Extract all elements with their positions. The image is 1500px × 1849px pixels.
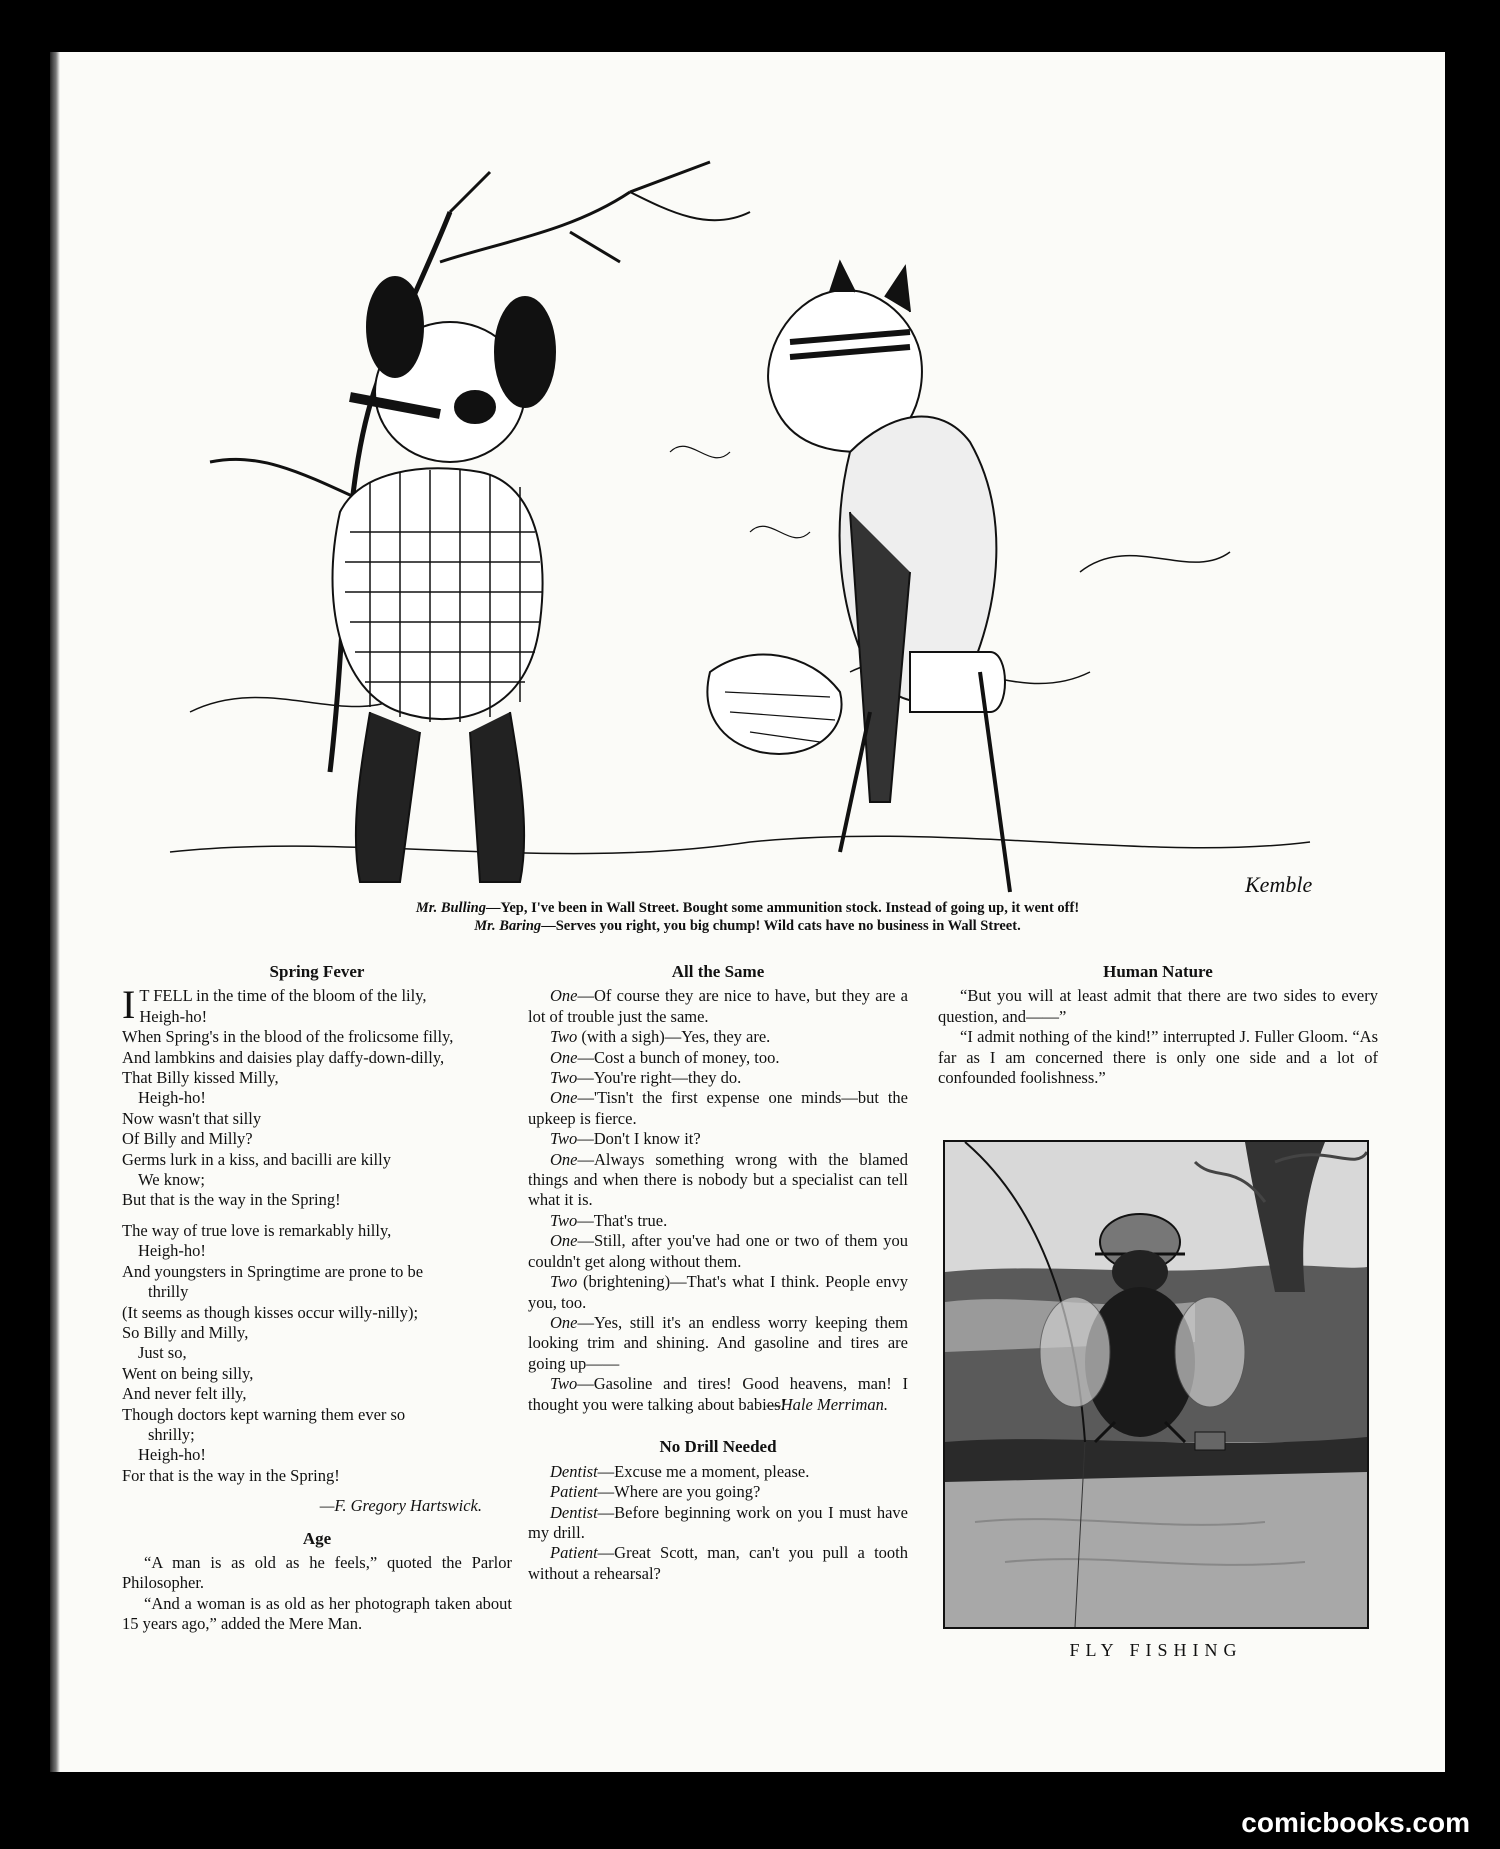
dialog-line [528,1027,908,1047]
fly-fishing-caption: FLY FISHING [1069,1640,1243,1660]
fly-fishing-illustration [943,1140,1369,1629]
no-drill-dialog [528,1462,908,1584]
stanza-1-lines [122,982,512,1210]
dialog-line [528,1313,908,1374]
poem-line: That Billy kissed Milly, [122,1068,279,1088]
speaker-name: Dentist [550,1502,598,1522]
cartoon-signature: Kemble [1245,872,1313,897]
speaker-name: Patient [550,1482,598,1502]
poem-line: And youngsters in Springtime are prone to be [122,1261,424,1281]
speaker-name: Two [550,1272,578,1292]
human-nature-paragraph: “I admit nothing of the kind!” interrupted J. Fuller Gloom. “As far as I am concerned there is only one side and a lot of confounded foolishness.” [938,1027,1378,1088]
poem-line: Just so, [138,1343,187,1363]
dialog-line [528,1068,908,1088]
caption-speaker-1: Mr. Bulling [415,900,486,916]
poem-line: So Billy and Milly, [122,1322,249,1342]
poem-stanza-2 [122,1221,512,1486]
dialog-line [528,1482,908,1502]
dialog-text: —Still, after you've had one or two of them you couldn't get along without them. [528,1231,908,1271]
dialog-text: —That's true. [577,1210,668,1230]
dialog-text: —Excuse me a moment, please. [597,1461,810,1481]
caption-line-2 [50,917,1445,935]
dialog-text: —Cost a bunch of money, too. [577,1047,780,1067]
fly-fishing-drawing [945,1142,1367,1627]
dialog-text: —You're right—they do. [577,1068,742,1088]
cartoon-illustration [150,152,1330,947]
site-watermark: comicbooks.com [1241,1807,1470,1838]
spring-fever-author: —F. Gregory Hartswick. [319,1496,482,1516]
drop-cap: I [122,982,136,1028]
all-the-same-dialog [528,986,908,1415]
dialog-text: —'Tisn't the first expense one minds—but the upkeep is fierce. [528,1088,908,1128]
dialog-line [528,1272,908,1313]
age-title: Age [302,1528,332,1548]
speaker-name: Two [550,1129,578,1149]
dialog-line [528,1088,908,1129]
poem-line: Went on being silly, [122,1363,254,1383]
age-paragraph: “And a woman is as old as her photograph taken about 15 years ago,” added the Mere Man. [122,1593,512,1634]
poem-line: When Spring's in the blood of the frolicsome filly, [122,1027,454,1047]
caption-speaker-2: Mr. Baring [474,918,542,934]
poem-line: Heigh-ho! [138,1088,206,1108]
poem-line: For that is the way in the Spring! [122,1465,340,1485]
dialog-line [528,1048,908,1068]
poem-line: Of Billy and Milly? [122,1129,253,1149]
poem-line: But that is the way in the Spring! [122,1190,341,1210]
human-nature-title: Human Nature [1103,962,1213,981]
poem-line: Germs lurk in a kiss, and bacilli are killy [122,1149,391,1169]
dialog-text: —Of course they are nice to have, but they are a lot of trouble just the same. [528,986,908,1026]
speaker-name: Two [550,1374,578,1394]
all-the-same-author: —Hale Merriman. [766,1394,888,1414]
dialog-text: —Don't I know it? [577,1129,701,1149]
human-nature-text [938,986,1378,1088]
poem-line: shrilly; [148,1424,195,1444]
caption-line-1 [50,899,1445,917]
human-nature-paragraph: “But you will at least admit that there are two sides to every question, and——” [938,986,1378,1026]
poem-line: The way of true love is remarkably hilly, [122,1220,392,1240]
column-right [938,962,1378,1088]
age-section [122,1529,512,1635]
dialog-line [528,1503,908,1544]
speaker-name: Two [550,1210,578,1230]
speaker-name: One [550,1047,578,1067]
dialog-line [528,1150,908,1211]
dialog-text: —Before beginning work on you I must have my drill. [528,1502,908,1542]
no-drill-title: No Drill Needed [659,1437,777,1457]
dialog-line [528,1211,908,1231]
dialog-text: —Yes, still it's an endless worry keeping them looking trim and shining. And gasoline and tires are going up—— [528,1312,908,1373]
dialog-line [528,1129,908,1149]
poem-line: (It seems as though kisses occur willy-nilly); [122,1302,419,1322]
dialog-line [528,1543,908,1584]
dialog-line [528,1462,908,1482]
magazine-page [50,52,1445,1772]
poem-line: T FELL in the time of the bloom of the lily, [139,986,427,1006]
poem-line: And lambkins and daisies play daffy-down-dilly, [122,1047,445,1067]
dialog-text: —Where are you going? [597,1482,761,1502]
poem-line: We know; [138,1170,205,1190]
spring-fever-poem [122,982,512,1516]
speaker-name: One [550,1149,578,1169]
column-left [122,962,512,1635]
cartoon-drawing [150,152,1330,947]
dialog-text: (brightening)—That's what I think. People envy you, too. [528,1272,908,1312]
poem-line: Though doctors kept warning them ever so [122,1404,406,1424]
dialog-line [528,1231,908,1272]
speaker-name: One [550,1312,578,1332]
speaker-name: One [550,1088,578,1108]
dialog-text: —Great Scott, man, can't you pull a tooth without a rehearsal? [528,1543,908,1583]
speaker-name: Patient [550,1543,598,1563]
caption-text-1: —Yep, I've been in Wall Street. Bought some ammunition stock. Instead of going up, it went off! [485,900,1080,916]
poem-stanza-1 [122,982,512,1210]
speaker-name: One [550,1231,578,1251]
poem-line: Heigh-ho! [139,1006,208,1026]
caption-text-2: —Serves you right, you big chump! Wild cats have no business in Wall Street. [541,918,1021,934]
all-the-same-title: All the Same [671,962,765,981]
dialog-text: —Always something wrong with the blamed things and when there is nobody but a specialist can tell what it is. [528,1149,908,1210]
poem-line: Heigh-ho! [138,1241,206,1261]
poem-line: Now wasn't that silly [122,1108,262,1128]
stanza-2-lines [122,1221,512,1486]
dialog-text: —Gasoline and tires! Good heavens, man! I thought you were talking about babies! [528,1374,908,1414]
spring-fever-title: Spring Fever [269,962,365,981]
speaker-name: One [550,986,578,1006]
speaker-name: Two [550,1027,578,1047]
no-drill-section [528,1437,908,1584]
age-paragraph: “A man is as old as he feels,” quoted the Parlor Philosopher. [122,1552,512,1593]
speaker-name: Dentist [550,1461,598,1481]
speaker-name: Two [550,1068,578,1088]
column-middle [528,962,908,1584]
poem-line: And never felt illy, [122,1384,247,1404]
poem-line: Heigh-ho! [138,1445,206,1465]
dialog-line [528,986,908,1027]
poem-line: thrilly [148,1282,189,1302]
cartoon-caption [50,899,1445,935]
dialog-text: (with a sigh)—Yes, they are. [577,1027,771,1047]
